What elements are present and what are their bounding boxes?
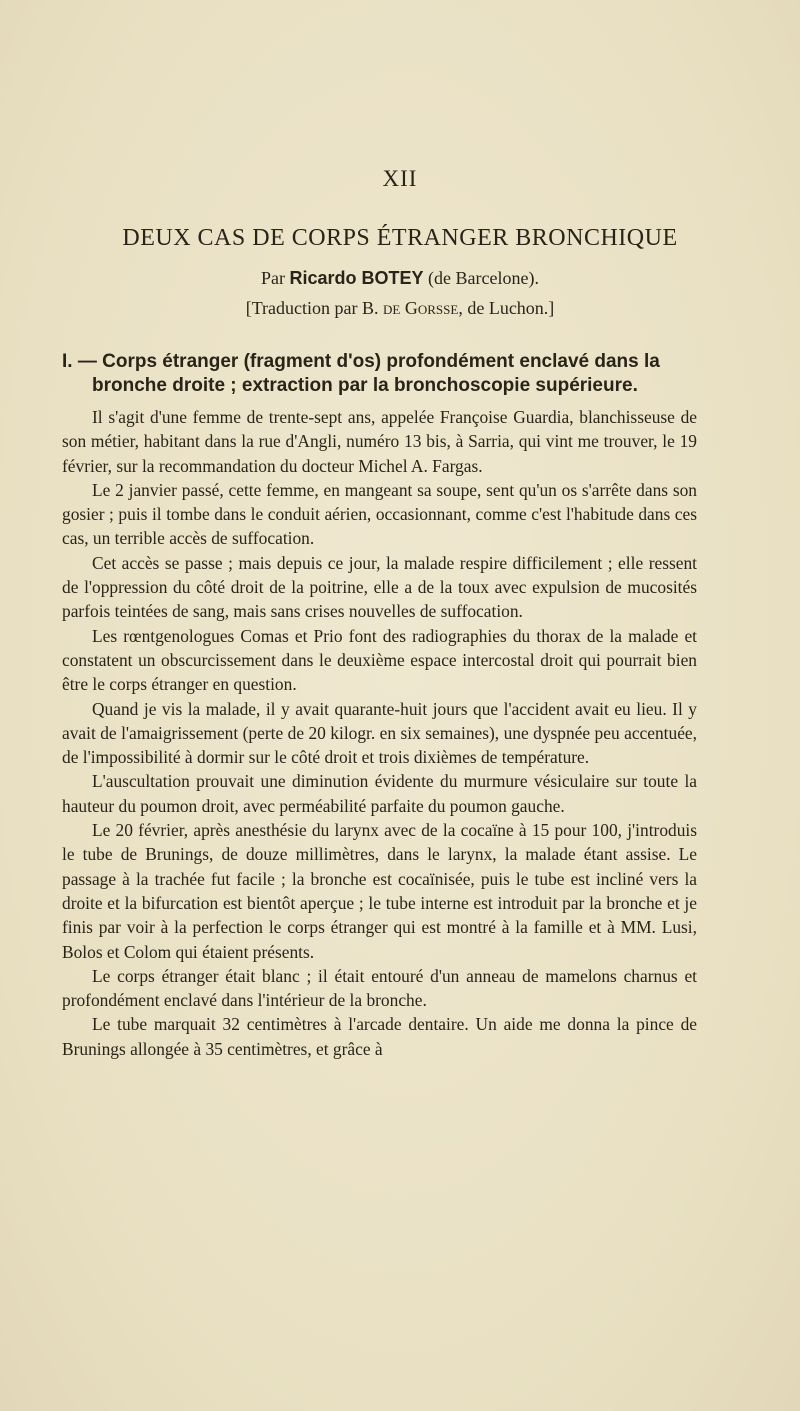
translation-close: , de Luchon.]	[458, 298, 555, 318]
author-name: Ricardo BOTEY	[289, 268, 424, 288]
translator-name: de Gorsse	[383, 298, 459, 318]
paragraph: Le 2 janvier passé, cette femme, en mangeant sa soupe, sent qu'un os s'arrête dans son gosier ; puis il tombe dans le conduit aérien, occasionnant, comme c'est l'habitude dans ces cas, un terrible accès de suffocation.	[62, 479, 697, 549]
paragraph: Quand je vis la malade, il y avait quarante-huit jours que l'accident avait eu lieu. Il y avait de l'amaigrissement (perte de 20 kilogr. en six semaines), une dyspnée peu accentuée, de l'impossibilité à dormir sur le côté droit et trois dixièmes de température.	[62, 698, 697, 768]
paragraph: Le 20 février, après anesthésie du larynx avec de la cocaïne à 15 pour 100, j'introduis le tube de Brunings, de douze millimètres, dans le larynx, la malade étant assise. Le passage à la trachée fut facile ; la bronche est cocaïnisée, puis le tube est incliné vers la droite et la bifurcation est bientôt aperçue ; le tube interne est introduit par la bronche et je finis par voir à la perfection le corps étranger qui est montré à la famille et à MM. Lusi, Bolos et Colom qui étaient présents.	[62, 820, 697, 962]
byline	[60, 268, 740, 289]
section-heading-line1: I. — Corps étranger (fragment d'os) profondément enclavé dans la	[62, 351, 660, 372]
author-affiliation: (de Barcelone).	[428, 268, 539, 288]
article-title: DEUX CAS DE CORPS ÉTRANGER BRONCHIQUE	[122, 225, 678, 251]
paragraph: Les rœntgenologues Comas et Prio font des radiographies du thorax de la malade et constatent un obscurcissement dans le deuxième espace intercostal droit qui pourrait bien être le corps étranger en question.	[62, 625, 697, 695]
byline-prefix: Par	[261, 268, 286, 288]
paragraph: Il s'agit d'une femme de trente-sept ans, appelée Françoise Guardia, blanchisseuse de son métier, habitant dans la rue d'Angli, numéro 13 bis, à Sarria, qui vint me trouver, le 19 février, sur la recommandation du docteur Michel A. Fargas.	[62, 407, 697, 476]
paragraph: Le tube marquait 32 centimètres à l'arcade dentaire. Un aide me donna la pince de Brunings allongée à 35 centimètres, et grâce à	[62, 1014, 697, 1059]
translation-open: [Traduction par B.	[245, 298, 384, 318]
paragraph: Le corps étranger était blanc ; il était entouré d'un anneau de mamelons charnus et profondément enclavé dans l'intérieur de la bronche.	[62, 965, 697, 1011]
chapter-number: XII	[382, 166, 418, 191]
paragraph: Cet accès se passe ; mais depuis ce jour, la malade respire difficilement ; elle ressent de l'oppression du côté droit de la poitrine, elle a de la toux avec expulsion de mucosités parfois teintées de sang, mais sans crises nouvelles de suffocation.	[62, 552, 697, 622]
translation-note	[60, 298, 740, 319]
body-text	[62, 405, 697, 1061]
section-heading	[62, 350, 702, 398]
paragraph: L'auscultation prouvait une diminution évidente du murmure vésiculaire sur toute la hauteur du poumon droit, avec perméabilité parfaite du poumon gauche.	[62, 771, 697, 816]
section-heading-line2: bronche droite ; extraction par la bronchoscopie supérieure.	[92, 375, 638, 396]
